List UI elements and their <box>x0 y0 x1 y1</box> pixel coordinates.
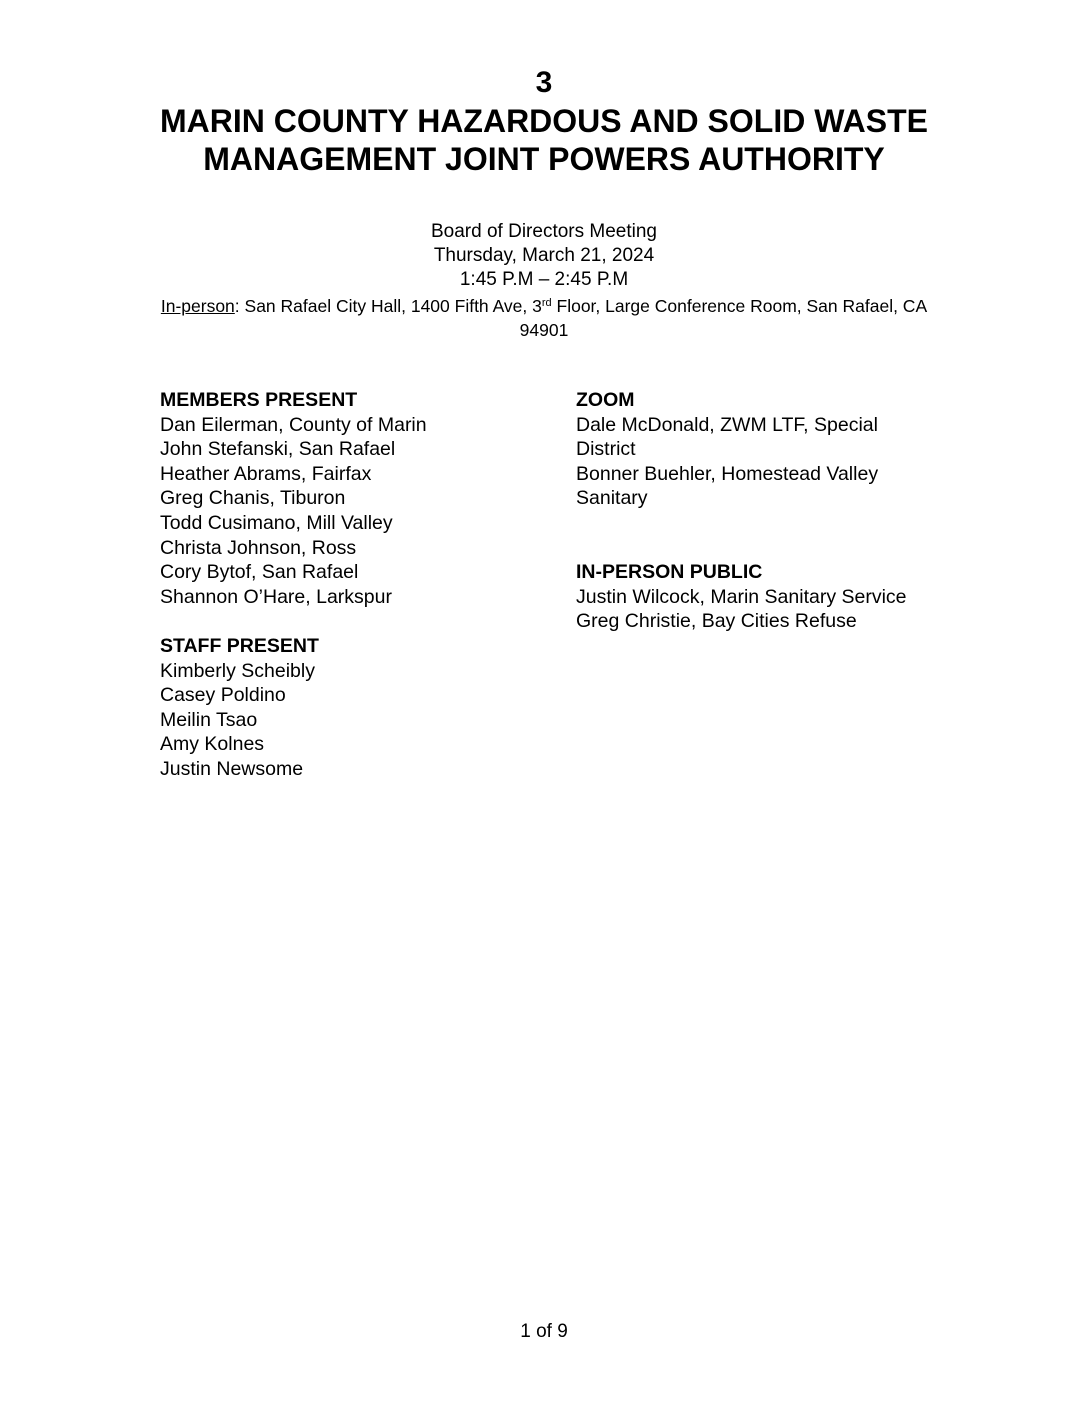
staff-present-section <box>160 634 540 782</box>
zoom-entry: Dale McDonald, ZWM LTF, Special District <box>576 413 878 461</box>
location-superscript: rd <box>541 297 552 309</box>
title-line-1: MARIN COUNTY HAZARDOUS AND SOLID WASTE <box>160 103 928 139</box>
location-label: In-person <box>160 296 235 316</box>
member-entry: John Stefanski, San Rafael <box>160 438 396 461</box>
title-line-2: MANAGEMENT JOINT POWERS AUTHORITY <box>203 141 885 177</box>
members-present-section <box>160 388 540 609</box>
member-entry: Greg Chanis, Tiburon <box>160 487 346 510</box>
public-entry: Greg Christie, Bay Cities Refuse <box>576 610 857 633</box>
member-entry: Dan Eilerman, County of Marin <box>160 413 427 436</box>
staff-present-heading: STAFF PRESENT <box>160 634 319 657</box>
staff-entry: Meilin Tsao <box>160 708 258 731</box>
in-person-public-section <box>576 560 936 634</box>
member-entry: Shannon O’Hare, Larkspur <box>160 585 392 608</box>
member-entry: Christa Johnson, Ross <box>160 536 357 559</box>
staff-entry: Amy Kolnes <box>160 733 265 756</box>
location-text-part1: : San Rafael City Hall, 1400 Fifth Ave, 3 <box>234 296 542 316</box>
meeting-date: Thursday, March 21, 2024 <box>433 245 655 266</box>
page-number: 1 of 9 <box>520 1321 568 1342</box>
location-text-part2: Floor, Large Conference Room, San Rafael, CA 94901 <box>519 296 928 340</box>
meeting-name: Board of Directors Meeting <box>431 221 657 242</box>
meeting-info <box>0 220 1088 292</box>
staff-entry: Kimberly Scheibly <box>160 659 315 682</box>
staff-entry: Casey Poldino <box>160 684 286 707</box>
zoom-heading: ZOOM <box>576 389 635 411</box>
zoom-section <box>576 388 936 511</box>
meeting-location <box>150 294 938 342</box>
member-entry: Todd Cusimano, Mill Valley <box>160 511 393 534</box>
left-column <box>160 388 540 806</box>
zoom-entry: Bonner Buehler, Homestead Valley Sanitary <box>576 462 879 510</box>
right-column <box>576 388 936 658</box>
public-entry: Justin Wilcock, Marin Sanitary Service <box>576 585 907 608</box>
document-title <box>0 102 1088 178</box>
agenda-item-number: 3 <box>535 66 553 99</box>
staff-entry: Justin Newsome <box>160 757 304 780</box>
in-person-public-heading: IN-PERSON PUBLIC <box>576 560 763 583</box>
member-entry: Heather Abrams, Fairfax <box>160 462 372 485</box>
member-entry: Cory Bytof, San Rafael <box>160 561 359 584</box>
members-present-heading: MEMBERS PRESENT <box>160 389 358 411</box>
meeting-time: 1:45 P.M – 2:45 P.M <box>459 269 629 290</box>
